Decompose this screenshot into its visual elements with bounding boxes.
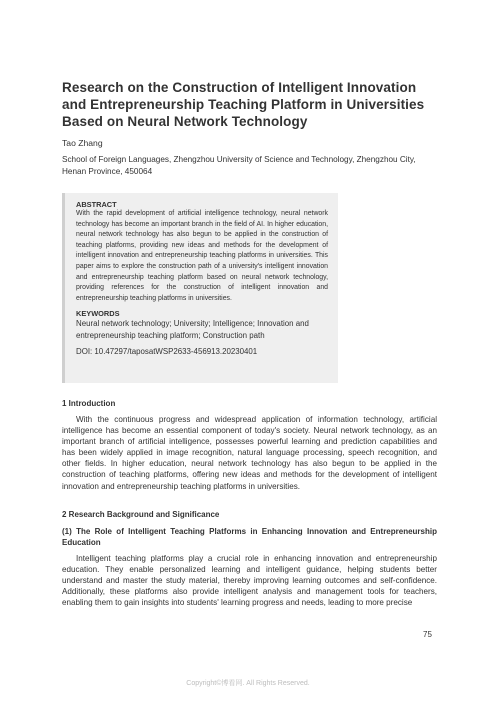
author-name: Tao Zhang <box>62 138 103 148</box>
section-2-heading: 2 Research Background and Significance <box>62 510 220 519</box>
doi-link[interactable]: DOI: 10.47297/taposatWSP2633-456913.20230401 <box>76 347 258 357</box>
abstract-box <box>62 193 338 383</box>
author-affiliation: School of Foreign Languages, Zhengzhou University of Science and Technology, Zhengzhou City, Henan Province, 450064 <box>62 155 416 176</box>
subsection-2-1-heading: (1) The Role of Intelligent Teaching Platforms in Enhancing Innovation and Entrepreneurship Education <box>62 527 437 547</box>
abstract-text: With the rapid development of artificial intelligence technology, neural network technology has become an important branch in the field of AI. In higher education, neural network technology has also begun to be applied in the construction of teaching platforms, providing new ideas and methods for the development of intelligent innovation and entrepreneurship teaching platforms in universities. This paper aims to explore the construction path of a university's intelligent innovation and entrepreneurship teaching platform based on neural network technology, providing references for the construction of intelligent innovation and entrepreneurship teaching platforms in universities. <box>76 210 328 302</box>
keywords-text: Neural network technology; University; Intelligence; Innovation and entrepreneurship teaching platform; Construction path <box>76 319 309 340</box>
section-1-heading: 1 Introduction <box>62 399 116 408</box>
subsection-2-1-paragraph: Intelligent teaching platforms play a crucial role in enhancing innovation and entrepreneurship education. They enable personalized learning and intelligent guidance, helping students better understand and master the study material, thereby improving learning outcomes and self-confidence. Additionally, these platforms also provide intelligent analysis and management tools for teachers, enabling them to gain insights into students' learning progress and needs, leading to more precise <box>62 554 437 608</box>
section-1-paragraph: With the continuous progress and widespread application of information technology, artificial intelligence has become an essential component of today's society. Neural network technology, as an important branch of artificial intelligence, possesses powerful learning and prediction capabilities and has been widely applied in image recognition, natural language processing, speech recognition, and other fields. In higher education, neural network technology has also begun to be applied in the construction of teaching platforms, offering new ideas and methods for the development of intelligent innovation and entrepreneurship teaching platforms in universities. <box>62 415 437 491</box>
keywords-heading: KEYWORDS <box>76 309 120 319</box>
page-number: 75 <box>423 630 432 639</box>
abstract-heading: ABSTRACT <box>76 200 117 209</box>
copyright-watermark: Copyright©博看网. All Rights Reserved. <box>186 680 310 687</box>
paper-title: Research on the Construction of Intelligent Innovation and Entrepreneurship Teaching Platform in Universities Based on Neural Network Technology <box>62 80 425 129</box>
